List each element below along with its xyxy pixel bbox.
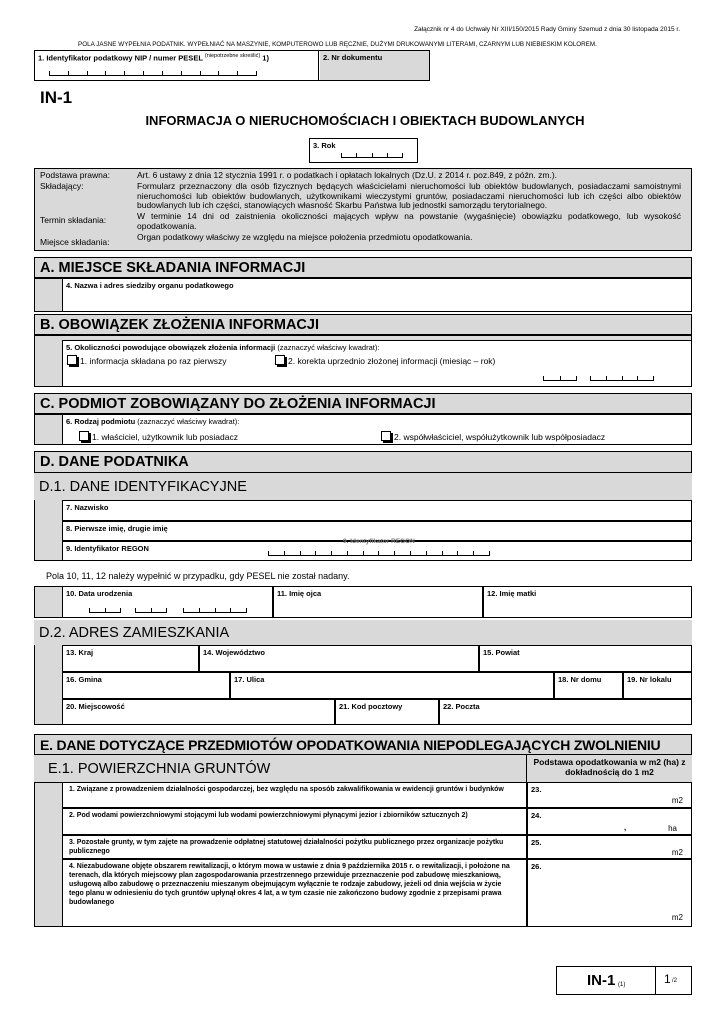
land-row-1-text: 1. Związane z prowadzeniem działalności gospodarczej, bez względu na sposób zakwalifikowania w ewidencji gruntów i budynków [69, 786, 504, 793]
land-row-1-value[interactable] [527, 782, 692, 808]
land-row-4-unit: m2 [671, 913, 683, 922]
year-label: 3. Rok [313, 141, 336, 150]
co-owner-option[interactable] [381, 431, 605, 442]
footer-page-number: 1 [664, 972, 671, 986]
footer-form-code: IN-1 [587, 972, 616, 989]
land-row-4-text: 4. Niezabudowane objęte obszarem rewitalizacji, o którym mowa w ustawie z dnia 9 października 2015 r. o rewitalizacji, i położone na terenach, dla których miejscowy plan zagospodarowania przestrzennego przewiduje przeznaczenie pod zabudowę mieszkaniową, usługową albo zabudowę o przeznaczeniu mieszanym obejmującym wyłącznie te rodzaje zabudowy, jeżeli od dnia wejścia w życie tego planu w odniesieniu do tych gruntów upłynął okres 4 lat, a w tym czasie nie zakończono budowy zgodnie z przepisami prawa budowlanego [69, 863, 510, 906]
document-number-field [320, 51, 429, 80]
house-number-field[interactable] [554, 672, 623, 699]
mother-name-label: 12. Imię matki [487, 589, 537, 598]
section-d2-header: D.2. ADRES ZAMIESZKANIA [34, 620, 692, 645]
pesel-note: Pola 10, 11, 12 należy wypełnić w przypadku, gdy PESEL nie został nadany. [46, 571, 350, 581]
entity-type-label: 6. Rodzaj podmiotu [66, 417, 136, 426]
entity-type-field [62, 414, 692, 445]
info-label-basis: Podstawa prawna: [40, 170, 110, 180]
info-label-deadline: Termin składania: [40, 215, 107, 225]
land-row-3-label-cell [62, 835, 527, 859]
voivodeship-label: 14. Województwo [203, 648, 265, 657]
land-row-2-unit: ha [668, 824, 677, 833]
tax-office-field[interactable] [62, 278, 692, 312]
land-row-4-label-cell [62, 859, 527, 927]
country-field[interactable] [62, 645, 199, 672]
info-text-basis: Art. 6 ustawy z dnia 12 stycznia 1991 r. o podatkach i opłatach lokalnych (Dz.U. z 2014 r. poz.849, z późn. zm.). [137, 170, 558, 180]
land-row-2-sep: , [624, 823, 627, 832]
land-row-4-value[interactable] [527, 859, 692, 927]
nip-pesel-note: (niepotrzebne skreślić) [204, 53, 261, 59]
tax-base-header: Podstawa opodatkowania w m2 (ha) z dokładnością do 1 m2 [526, 755, 692, 782]
obligation-field [62, 340, 692, 387]
land-row-2-label-cell [62, 808, 527, 835]
co-owner-label: 2. współwłaściciel, współużytkownik lub współposiadacz [394, 432, 606, 442]
land-row-3-unit: m2 [671, 848, 683, 857]
birth-year-comb [183, 608, 247, 613]
info-texts [137, 171, 681, 243]
nip-pesel-label: 1. Identyfikator podatkowy NIP / numer PESEL [38, 53, 203, 63]
attachment-note: Załącznik nr 4 do Uchwały Nr XIII/150/2015 Rady Gminy Szemud z dnia 30 listopada 2015 r. [414, 26, 680, 33]
section-b-header: B. OBOWIĄZEK ZŁOŻENIA INFORMACJI [34, 314, 692, 335]
land-row-3-num: 25. [531, 838, 542, 847]
post-office-label: 22. Poczta [443, 702, 480, 711]
municipality-label: 16. Gmina [66, 675, 102, 684]
nip-pesel-container [34, 50, 430, 81]
land-row-3-value[interactable] [527, 835, 692, 859]
municipality-field[interactable] [62, 672, 230, 699]
land-row-2-text: 2. Pod wodami powierzchniowymi stojącymi lub wodami powierzchniowymi płynącymi jezior i zbiorników sztucznych 2) [69, 812, 468, 819]
surname-field[interactable] [62, 500, 692, 521]
postal-code-label: 21. Kod pocztowy [339, 702, 403, 711]
section-a-header: A. MIEJSCE SKŁADANIA INFORMACJI [34, 257, 692, 278]
street-field[interactable] [230, 672, 554, 699]
apartment-number-field[interactable] [623, 672, 692, 699]
nip-pesel-field[interactable] [35, 51, 319, 80]
regon-field[interactable] [62, 538, 692, 561]
land-row-1-label-cell [62, 782, 527, 808]
regon-label: 9. Identyfikator REGON [66, 544, 149, 553]
footer-variant: (1) [618, 982, 626, 988]
tax-office-label: 4. Nazwa i adres siedziby organu podatkowego [66, 281, 234, 290]
year-comb [341, 153, 403, 158]
form-title: INFORMACJA O NIERUCHOMOŚCIACH I OBIEKTACH BUDOWLANYCH [145, 113, 585, 128]
obligation-hint: (zaznaczyć właściwy kwadrat): [277, 343, 380, 352]
info-label-submitter: Składający: [40, 181, 84, 191]
birth-date-label: 10. Data urodzenia [66, 589, 133, 598]
land-row-2-value[interactable] [527, 808, 692, 835]
father-name-label: 11. Imię ojca [277, 589, 322, 598]
section-e-header: E. DANE DOTYCZĄCE PRZEDMIOTÓW OPODATKOWANIA NIEPODLEGAJĄCYCH ZWOLNIENIU [34, 734, 692, 755]
first-names-label: 8. Pierwsze imię, drugie imię [66, 524, 168, 533]
land-row-1-unit: m2 [671, 796, 683, 805]
land-row-4-num: 26. [531, 862, 542, 871]
correction-option[interactable] [275, 355, 495, 366]
county-field[interactable] [479, 645, 692, 672]
surname-label: 7. Nazwisko [66, 503, 109, 512]
city-label: 20. Miejscowość [66, 702, 125, 711]
co-owner-checkbox[interactable] [381, 431, 391, 441]
first-submission-option[interactable] [67, 355, 226, 366]
owner-option[interactable] [79, 431, 238, 442]
fill-instructions: POLA JASNE WYPEŁNIA PODATNIK. WYPEŁNIAĆ NA MASZYNIE, KOMPUTEROWO LUB RĘCZNIE, DUŻYMI DRUKOWANYMI LITERAMI, CZARNYM LUB NIEBIESKIM KOLOREM. [78, 41, 597, 48]
section-d1-header: D.1. DANE IDENTYFIKACYJNE [34, 473, 692, 500]
owner-checkbox[interactable] [79, 431, 89, 441]
info-text-submitter: Formularz przeznaczony dla osób fizycznych będących właścicielami nieruchomości lub obiektów budowlanych, posiadaczami samoistnymi nieruchomości lub obiektów budowlanych, użytkownikami wieczystymi gruntów, posiadaczami nieruchomości lub ich części albo obiektów budowlanych lub ich części, stanowiących własność Skarbu Państwa lub jednostki samorządu terytorialnego. [137, 181, 681, 211]
info-text-deadline: W terminie 14 dni od zaistnienia okoliczności mających wpływ na powstanie (wygaśnięcie) obowiązku podatkowego, lub wysokość opodatkowania. [137, 211, 681, 231]
document-number-label: 2. Nr dokumentu [323, 53, 383, 62]
city-field[interactable] [62, 699, 335, 725]
entity-type-hint: (zaznaczyć właściwy kwadrat): [137, 417, 240, 426]
first-submission-checkbox[interactable] [67, 355, 77, 365]
land-row-3-text: 3. Pozostałe grunty, w tym zajęte na prowadzenie odpłatnej statutowej działalności pożytku publicznego przez organizacje pożytku publicznego [69, 839, 504, 855]
correction-label: 2. korekta uprzednio złożonej informacji (miesiąc – rok) [288, 356, 496, 366]
obligation-label: 5. Okoliczności powodujące obowiązek złożenia informacji [66, 343, 276, 352]
county-label: 15. Powiat [483, 648, 520, 657]
postal-code-field[interactable] [335, 699, 439, 725]
land-row-1-num: 23. [531, 785, 542, 794]
first-submission-label: 1. informacja składana po raz pierwszy [80, 356, 227, 366]
year-field[interactable] [309, 138, 418, 163]
voivodeship-field[interactable] [199, 645, 479, 672]
post-office-field[interactable] [439, 699, 692, 725]
mother-name-field[interactable] [483, 586, 692, 618]
nip-pesel-footnote: 1) [262, 53, 269, 63]
land-row-2-num: 24. [531, 811, 542, 820]
info-text-place: Organ podatkowy właściwy ze względu na miejsce położenia przedmiotu opodatkowania. [137, 232, 473, 243]
correction-month-comb[interactable] [543, 376, 577, 381]
birth-date-field[interactable] [62, 586, 273, 618]
info-label-place: Miejsce składania: [40, 237, 110, 247]
street-label: 17. Ulica [234, 675, 265, 684]
apartment-number-label: 19. Nr lokalu [627, 675, 672, 684]
birth-month-comb [135, 608, 167, 613]
footer-code-cell [557, 967, 656, 994]
regon-overlap-label: 9. Identyfikator REGON [343, 538, 415, 545]
regon-comb [268, 551, 490, 556]
birth-day-comb [89, 608, 121, 613]
owner-label: 1. właściciel, użytkownik lub posiadacz [92, 432, 238, 442]
footer-page-total: /2 [672, 978, 678, 984]
form-code: IN-1 [40, 88, 73, 107]
country-label: 13. Kraj [66, 648, 94, 657]
section-c-header: C. PODMIOT ZOBOWIĄZANY DO ZŁOŻENIA INFORMACJI [34, 393, 692, 414]
section-d-header: D. DANE PODATNIKA [34, 451, 692, 473]
nip-pesel-comb [49, 71, 257, 76]
footer-box [556, 966, 692, 995]
correction-checkbox[interactable] [275, 355, 285, 365]
house-number-label: 18. Nr domu [558, 675, 602, 684]
section-e1-header: E.1. POWIERZCHNIA GRUNTÓW [34, 755, 526, 782]
father-name-field[interactable] [273, 586, 483, 618]
correction-year-comb[interactable] [590, 376, 654, 381]
